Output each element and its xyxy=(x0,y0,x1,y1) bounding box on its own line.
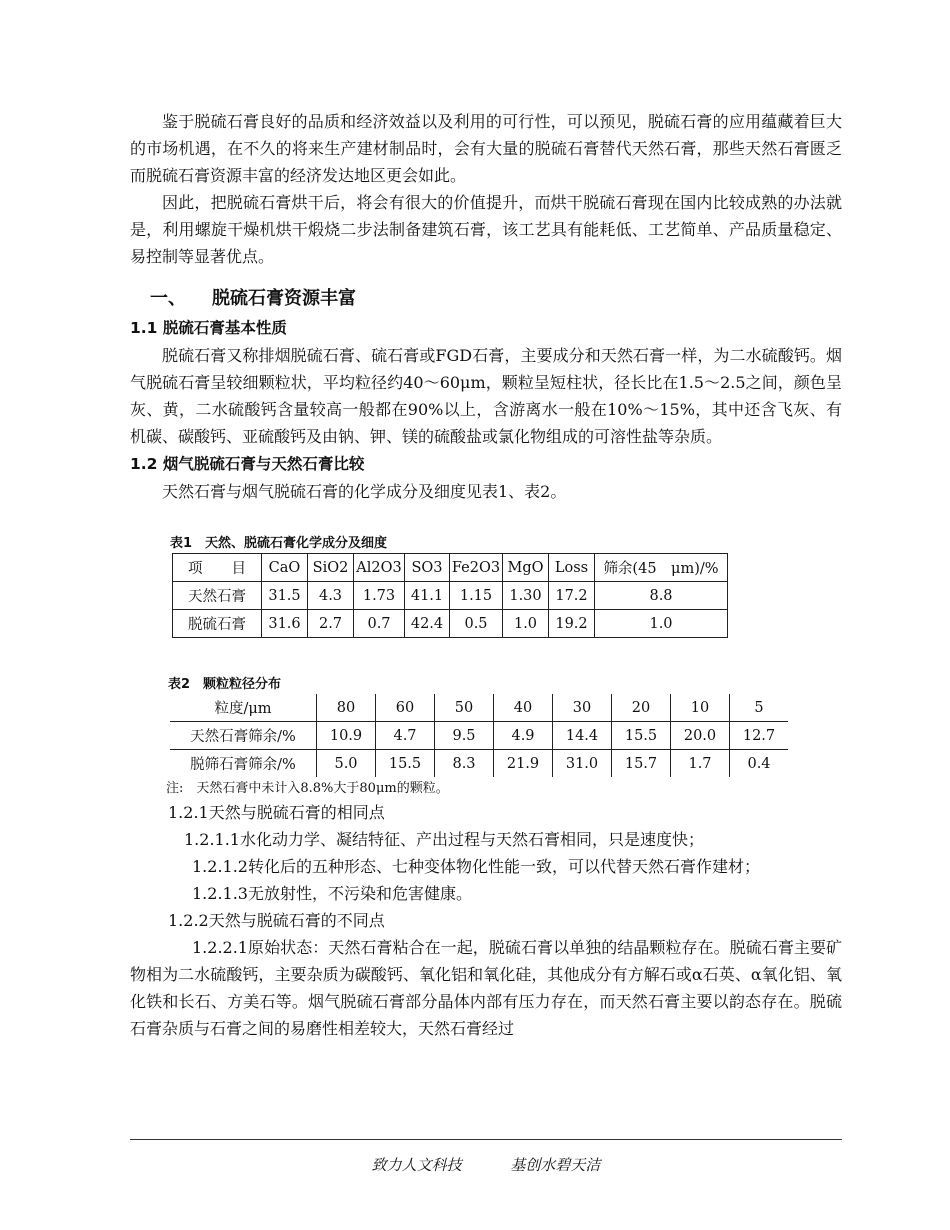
table2-header-cell: 40 xyxy=(494,694,553,722)
table2-header-cell: 5 xyxy=(730,694,789,722)
table2-cell: 4.9 xyxy=(494,722,553,750)
table2-header-cell: 80 xyxy=(317,694,376,722)
table1-cell: 42.4 xyxy=(405,610,450,638)
footer-right: 基创水碧天洁 xyxy=(510,1156,601,1174)
section-title: 脱硫石膏资源丰富 xyxy=(212,288,356,309)
table2-header-cell: 粒度/μm xyxy=(170,694,317,722)
table2-cell: 21.9 xyxy=(494,750,553,778)
table1-header-cell: CaO xyxy=(262,554,308,582)
table2-cell: 14.4 xyxy=(553,722,612,750)
table1-cell: 4.3 xyxy=(308,582,354,610)
table2-header-cell: 20 xyxy=(612,694,671,722)
table2-header-cell: 60 xyxy=(376,694,435,722)
table1-header-cell: Fe2O3 xyxy=(450,554,503,582)
table1-cell: 0.7 xyxy=(354,610,405,638)
subheading-1-1: 1.1 脱硫石膏基本性质 xyxy=(130,319,287,337)
table2-row xyxy=(170,750,788,778)
table1-cell: 1.73 xyxy=(354,582,405,610)
section-number: 一、 xyxy=(150,288,186,309)
table2-header-cell: 10 xyxy=(671,694,730,722)
subheading-1-2: 1.2 烟气脱硫石膏与天然石膏比较 xyxy=(130,455,365,473)
table2-cell: 9.5 xyxy=(435,722,494,750)
table1-cell: 1.0 xyxy=(503,610,549,638)
table1-caption: 表1 天然、脱硫石膏化学成分及细度 xyxy=(170,536,388,551)
table2-cell: 8.3 xyxy=(435,750,494,778)
item-1-2-1-1: 1.2.1.1水化动力学、凝结特征、产出过程与天然石膏相同，只是速度快； xyxy=(184,830,704,849)
table1-cell: 天然石膏 xyxy=(173,582,262,610)
table1-cell: 1.30 xyxy=(503,582,549,610)
table2-cell: 5.0 xyxy=(317,750,376,778)
table1-cell: 1.0 xyxy=(595,610,728,638)
table2 xyxy=(170,694,788,777)
table1-cell: 2.7 xyxy=(308,610,354,638)
table1-cell: 脱硫石膏 xyxy=(173,610,262,638)
footer xyxy=(130,1154,842,1175)
table2-cell: 10.9 xyxy=(317,722,376,750)
table1 xyxy=(172,553,728,638)
table2-row xyxy=(170,722,788,750)
paragraph-5: 1.2.2.1原始状态：天然石膏粘合在一起，脱硫石膏以单独的结晶颗粒存在。脱硫石膏主要矿物相为二水硫酸钙，主要杂质为碳酸钙、氧化铝和氧化硅，其他成分有方解石或α石英、α氧化铝、氧化铁和长石、方美石等。烟气脱硫石膏部分晶体内部有压力存在，而天然石膏主要以韵态存在。脱硫石膏杂质与石膏之间的易磨性相差较大，天然石膏经过 xyxy=(130,938,842,1038)
table1-cell: 17.2 xyxy=(549,582,595,610)
table1-header-cell: SO3 xyxy=(405,554,450,582)
table1-header-cell: SiO2 xyxy=(308,554,354,582)
table1-header-cell: 项 目 xyxy=(173,554,262,582)
table2-header-cell: 30 xyxy=(553,694,612,722)
table2-cell: 天然石膏筛余/% xyxy=(170,722,317,750)
table1-cell: 8.8 xyxy=(595,582,728,610)
table1-cell: 41.1 xyxy=(405,582,450,610)
table2-header-cell: 50 xyxy=(435,694,494,722)
paragraph-4: 天然石膏与烟气脱硫石膏的化学成分及细度见表1、表2。 xyxy=(162,482,567,501)
table1-cell: 31.6 xyxy=(262,610,308,638)
table2-caption: 表2 颗粒粒径分布 xyxy=(168,677,282,692)
paragraph-1: 鉴于脱硫石膏良好的品质和经济效益以及利用的可行性，可以预见，脱硫石膏的应用蕴藏着巨大的市场机遇，在不久的将来生产建材制品时，会有大量的脱硫石膏替代天然石膏，那些天然石膏匮乏而脱硫石膏资源丰富的经济发达地区更会如此。 xyxy=(130,112,842,185)
table1-cell: 1.15 xyxy=(450,582,503,610)
table-note: 注: 天然石膏中未计入8.8%大于80μm的颗粒。 xyxy=(166,781,449,796)
table2-cell: 1.7 xyxy=(671,750,730,778)
table2-cell: 20.0 xyxy=(671,722,730,750)
section-heading-1 xyxy=(150,284,842,314)
table2-cell: 0.4 xyxy=(730,750,789,778)
item-1-2-1-2: 1.2.1.2转化后的五种形态、七种变体物化性能一致，可以代替天然石膏作建材； xyxy=(192,857,760,876)
item-1-2-1-3: 1.2.1.3无放射性，不污染和危害健康。 xyxy=(192,884,472,903)
table2-cell: 15.5 xyxy=(612,722,671,750)
table2-cell: 12.7 xyxy=(730,722,789,750)
table1-cell: 31.5 xyxy=(262,582,308,610)
subheading-1-2-1: 1.2.1天然与脱硫石膏的相同点 xyxy=(168,803,385,822)
subheading-1-2-2: 1.2.2天然与脱硫石膏的不同点 xyxy=(168,911,385,930)
table1-header-cell: 筛余(45 μm)/% xyxy=(595,554,728,582)
table2-cell: 15.7 xyxy=(612,750,671,778)
footer-left: 致力人文科技 xyxy=(371,1156,462,1174)
table2-cell: 4.7 xyxy=(376,722,435,750)
table1-row xyxy=(173,582,728,610)
table2-cell: 31.0 xyxy=(553,750,612,778)
table1-header-row xyxy=(173,554,728,582)
table1-header-cell: Loss xyxy=(549,554,595,582)
paragraph-3: 脱硫石膏又称排烟脱硫石膏、硫石膏或FGD石膏，主要成分和天然石膏一样，为二水硫酸钙。烟气脱硫石膏呈较细颗粒状，平均粒径约40～60μm，颗粒呈短柱状，径长比在1.5～2.5之间，颜色呈灰、黄，二水硫酸钙含量较高一般都在90%以上，含游离水一般在10%～15%，其中还含飞灰、有机碳、碳酸钙、亚硫酸钙及由钠、钾、镁的硫酸盐或氯化物组成的可溶性盐等杂质。 xyxy=(130,346,842,446)
table1-header-cell: MgO xyxy=(503,554,549,582)
paragraph-2: 因此，把脱硫石膏烘干后，将会有很大的价值提升，而烘干脱硫石膏现在国内比较成熟的办法就是，利用螺旋干燥机烘干煅烧二步法制备建筑石膏，该工艺具有能耗低、工艺简单、产品质量稳定、易控制等显著优点。 xyxy=(130,193,842,266)
table2-cell: 15.5 xyxy=(376,750,435,778)
table2-cell: 脱筛石膏筛余/% xyxy=(170,750,317,778)
document-body xyxy=(130,108,842,1042)
footer-rule xyxy=(130,1139,842,1140)
table1-cell: 0.5 xyxy=(450,610,503,638)
table1-row xyxy=(173,610,728,638)
table1-header-cell: Al2O3 xyxy=(354,554,405,582)
table1-cell: 19.2 xyxy=(549,610,595,638)
table2-header-row xyxy=(170,694,788,722)
